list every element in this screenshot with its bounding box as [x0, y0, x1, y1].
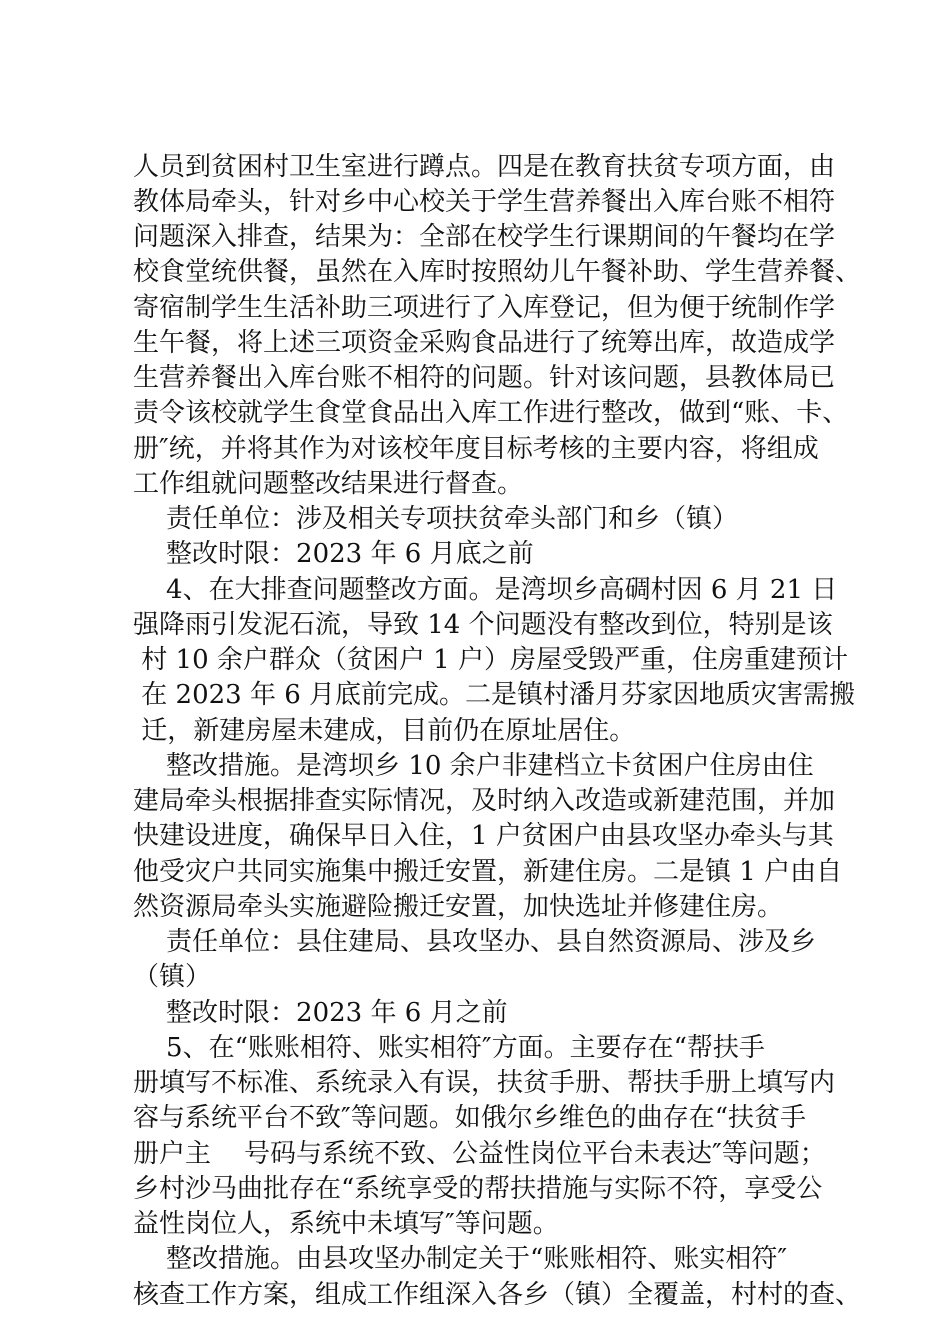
text-line: 校食堂统供餐，虽然在入库时按照幼儿午餐补助、学生营养餐、	[133, 257, 862, 287]
text-line: 他受灾户共同实施集中搬迁安置，新建住房。二是镇 1 户由自	[133, 857, 843, 887]
text-line: 问题深入排查，结果为：全部在校学生行课期间的午餐均在学	[133, 222, 836, 252]
text-line: 4、在大排查问题整改方面。是湾坝乡高碉村因 6 月 21 日	[133, 575, 838, 605]
text-line: 迁，新建房屋未建成，目前仍在原址居住。	[133, 716, 636, 746]
text-line: 生营养餐出入库台账不相符的问题。针对该问题，县教体局已	[133, 363, 836, 393]
text-line: 责任单位：涉及相关专项扶贫牵头部门和乡（镇）	[133, 504, 739, 534]
text-line: 核查工作方案，组成工作组深入各乡（镇）全覆盖，村村的查、	[133, 1280, 862, 1310]
text-line: 工作组就问题整改结果进行督查。	[133, 469, 524, 499]
text-line: 强降雨引发泥石流，导致 14 个问题没有整改到位，特别是该	[133, 610, 833, 640]
text-line: 5、在“账账相符、账实相符″方面。主要存在“帮扶手	[133, 1033, 765, 1063]
text-line: 册填写不标准、系统录入有误，扶贫手册、帮扶手册上填写内	[133, 1068, 836, 1098]
text-line: 整改措施。是湾坝乡 10 余户非建档立卡贫困户住房由住	[133, 751, 814, 781]
text-line: 教体局牵头，针对乡中心校关于学生营养餐出入库台账不相符	[133, 187, 836, 217]
text-line: （镇）	[133, 962, 212, 992]
text-line: 容与系统平台不致″等问题。如俄尔乡维色的曲存在“扶贫手	[133, 1103, 807, 1133]
text-line: 整改措施。由县攻坚办制定关于“账账相符、账实相符″	[133, 1244, 788, 1274]
text-line: 责令该校就学生食堂食品出入库工作进行整改，做到“账、卡、	[133, 398, 849, 428]
text-line: 在 2023 年 6 月底前完成。二是镇村潘月芬家因地质灾害需搬	[133, 680, 856, 710]
text-line: 人员到贫困村卫生室进行蹲点。四是在教育扶贫专项方面，由	[133, 152, 836, 182]
text-line: 生午餐，将上述三项资金采购食品进行了统筹出库，故造成学	[133, 328, 836, 358]
text-line: 建局牵头根据排查实际情况，及时纳入改造或新建范围，并加	[133, 786, 836, 816]
text-line: 然资源局牵头实施避险搬迁安置，加快选址并修建住房。	[133, 892, 784, 922]
text-line: 责任单位：县住建局、县攻坚办、县自然资源局、涉及乡	[133, 927, 817, 957]
text-line: 快建设进度，确保早日入住，1 户贫困户由县攻坚办牵头与其	[133, 821, 834, 851]
text-line: 寄宿制学生生活补助三项进行了入库登记，但为便于统制作学	[133, 293, 836, 323]
text-line: 益性岗位人，系统中未填写″等问题。	[133, 1209, 559, 1239]
text-line: 村 10 余户群众（贫困户 1 户）房屋受毁严重，住房重建预计	[133, 645, 848, 675]
text-line: 册户主 号码与系统不致、公益性岗位平台未表达″等问题；	[133, 1139, 826, 1169]
text-line: 册″统，并将其作为对该校年度目标考核的主要内容，将组成	[133, 434, 819, 464]
text-line: 乡村沙马曲批存在“系统享受的帮扶措施与实际不符，享受公	[133, 1174, 823, 1204]
text-line: 整改时限：2023 年 6 月底之前	[133, 539, 534, 569]
text-line: 整改时限：2023 年 6 月之前	[133, 998, 508, 1028]
